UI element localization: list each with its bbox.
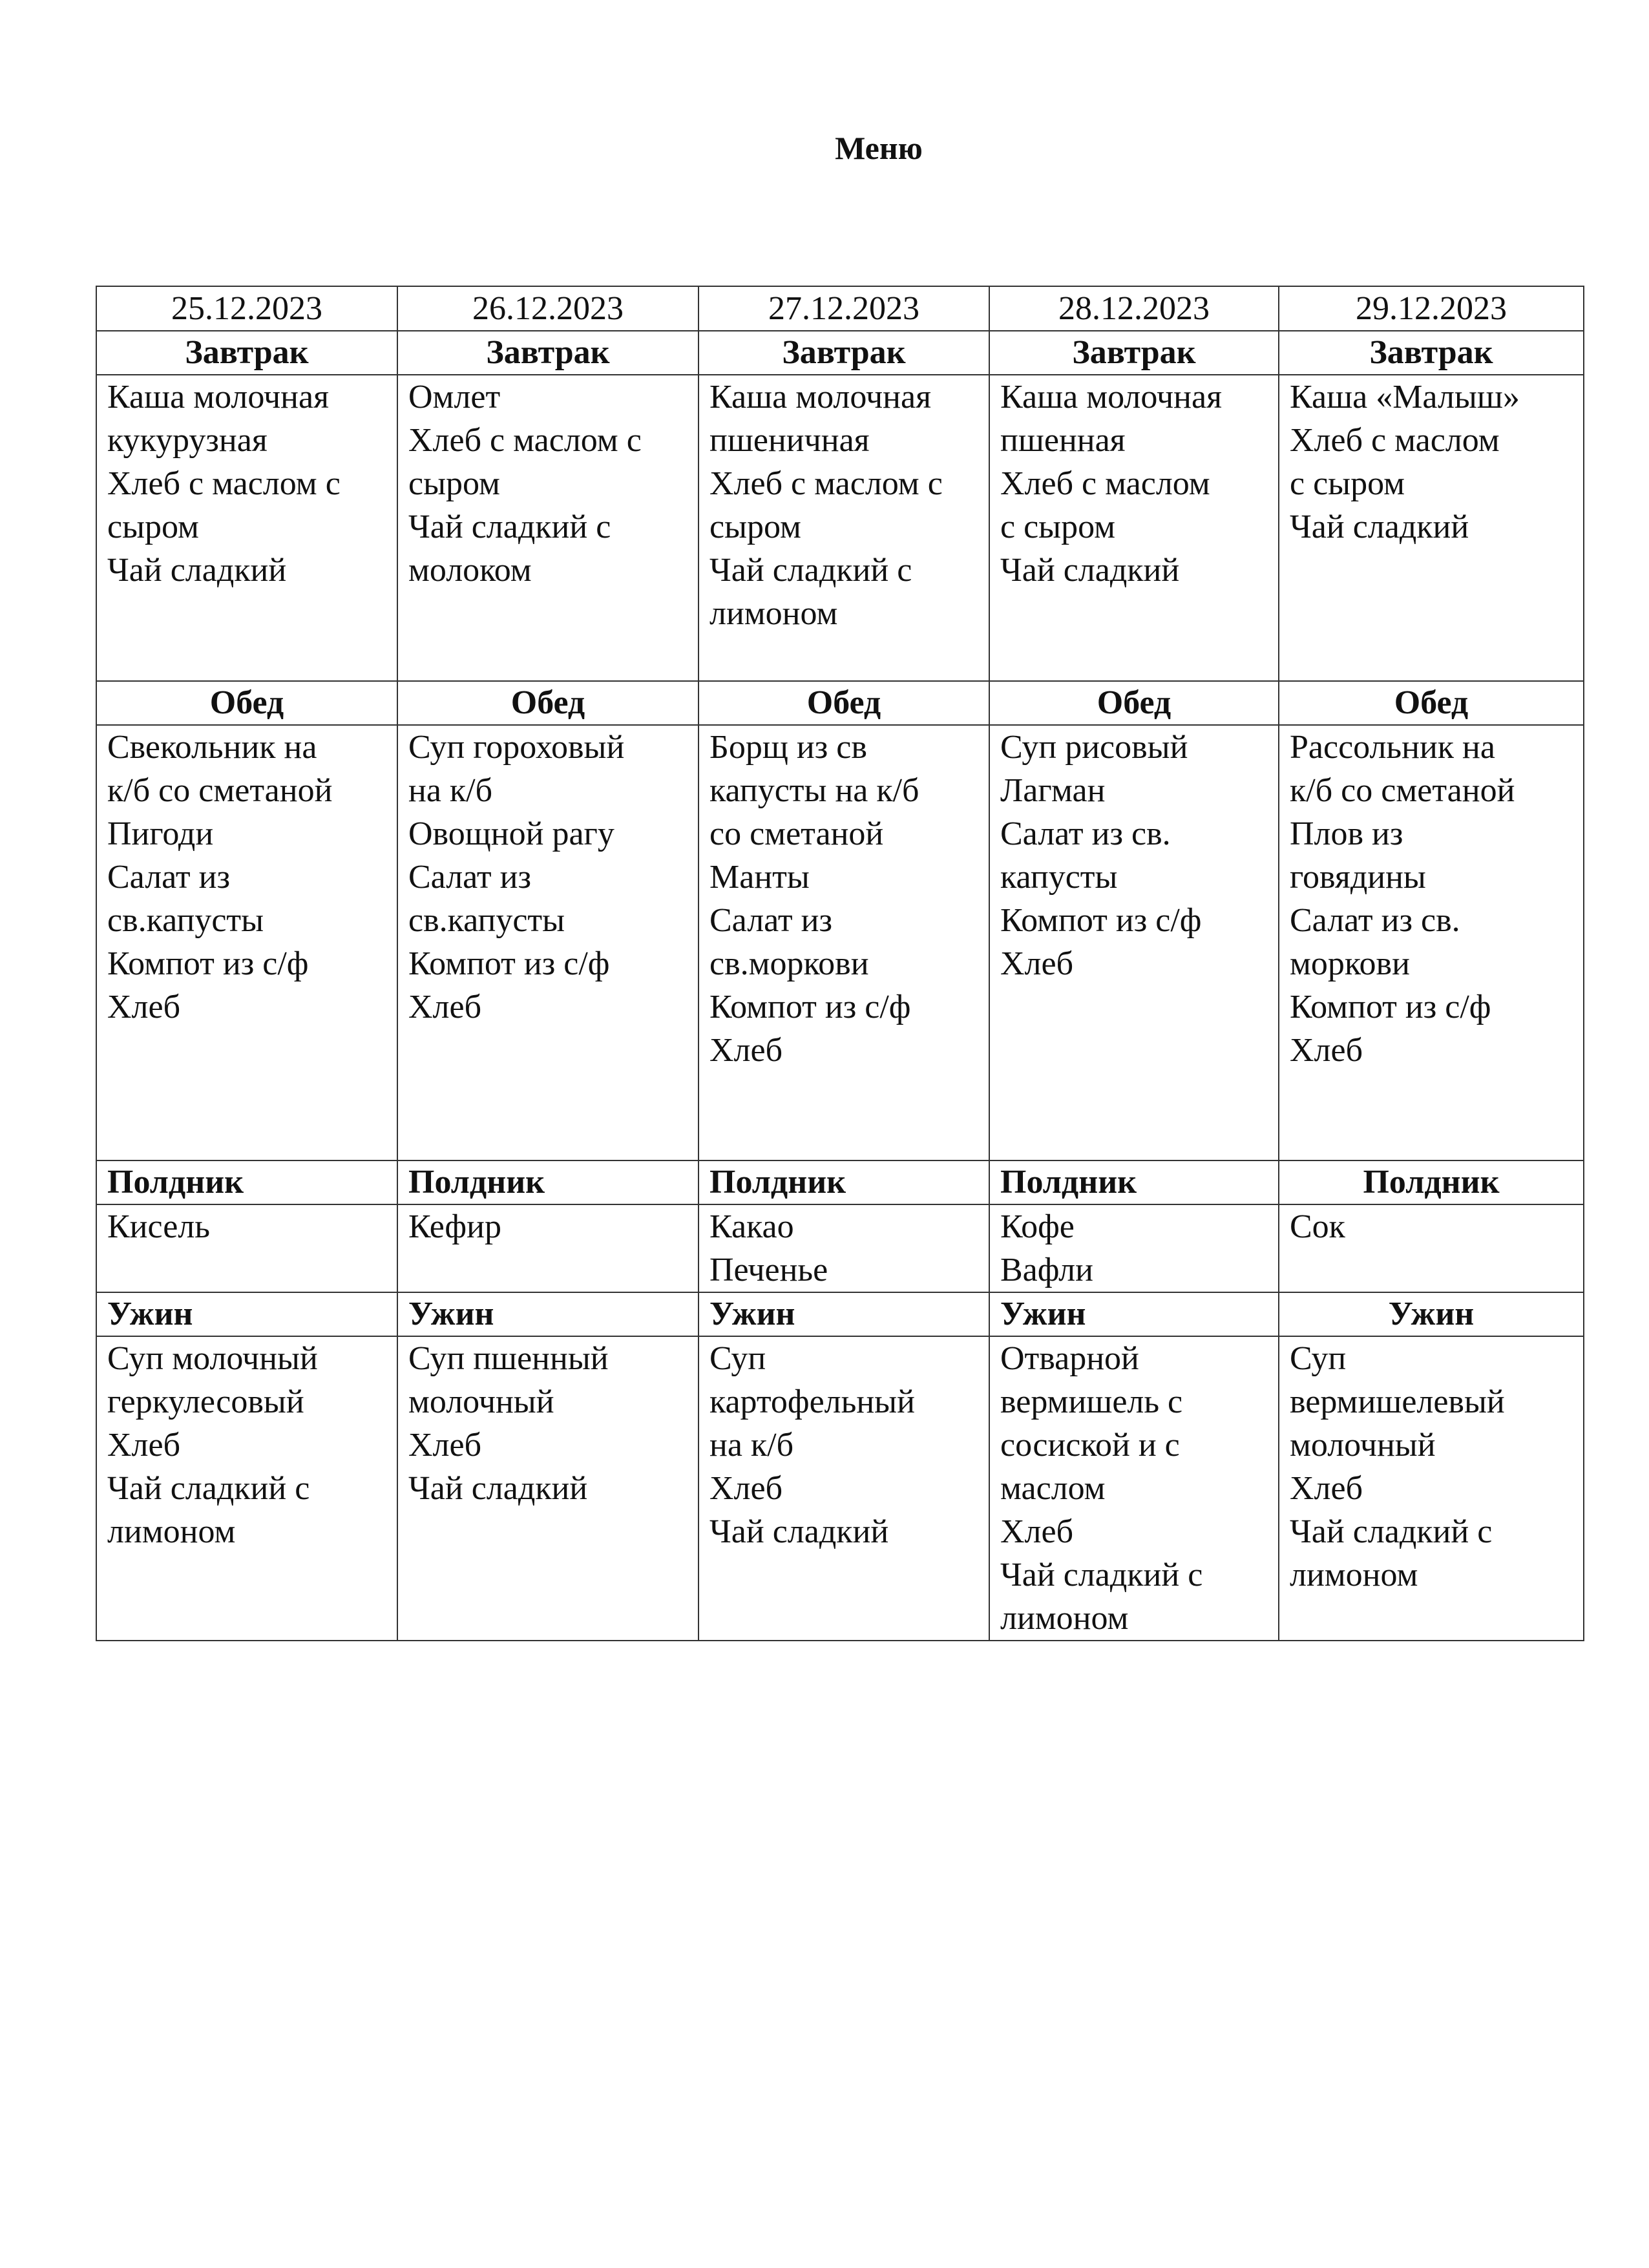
lunch-items-row xyxy=(96,725,1584,1160)
lunch-header-row xyxy=(96,681,1584,725)
menu-item-line: св.капусты xyxy=(408,902,565,939)
menu-item-line: Кисель xyxy=(107,1208,210,1245)
menu-cell xyxy=(96,1336,397,1641)
breakfast-items-row xyxy=(96,375,1584,681)
menu-item-line: сыром xyxy=(709,509,801,545)
menu-cell xyxy=(1279,1336,1584,1641)
menu-cell xyxy=(96,1204,397,1292)
menu-item-line: лимоном xyxy=(709,595,838,632)
meal-header: Завтрак xyxy=(989,331,1279,375)
page-title: Меню xyxy=(835,130,923,166)
menu-item-line: капусты на к/б xyxy=(709,772,919,809)
date-cell: 25.12.2023 xyxy=(96,286,397,331)
menu-cell xyxy=(397,375,698,681)
menu-item-line: Салат из св. xyxy=(1000,815,1171,852)
menu-item-line: Хлеб xyxy=(107,989,181,1025)
menu-item-line: Рассольник на xyxy=(1290,729,1495,766)
menu-item-line: пшеничная xyxy=(709,422,870,459)
menu-item-line: Кофе xyxy=(1000,1208,1075,1245)
menu-item-line: молоком xyxy=(408,552,532,589)
meal-header: Обед xyxy=(698,681,989,725)
date-cell: 26.12.2023 xyxy=(397,286,698,331)
menu-item-line: Компот из с/ф xyxy=(107,945,309,982)
menu-table xyxy=(96,286,1584,1641)
meal-header: Завтрак xyxy=(1279,331,1584,375)
menu-item-line: Плов из xyxy=(1290,815,1403,852)
meal-header: Полдник xyxy=(96,1160,397,1204)
meal-header: Обед xyxy=(96,681,397,725)
menu-item-line: Манты xyxy=(709,859,810,896)
menu-item-line: кукурузная xyxy=(107,422,268,459)
menu-cell xyxy=(989,375,1279,681)
menu-item-line: Компот из с/ф xyxy=(1290,989,1491,1025)
menu-item-line: Вафли xyxy=(1000,1252,1093,1288)
menu-item-line: Чай сладкий xyxy=(107,552,287,589)
menu-item-line: пшенная xyxy=(1000,422,1126,459)
snack-items-row xyxy=(96,1204,1584,1292)
menu-item-line: Чай сладкий с xyxy=(408,509,611,545)
meal-header: Полдник xyxy=(698,1160,989,1204)
menu-item-line: Чай сладкий xyxy=(1290,509,1469,545)
menu-item-line: молочный xyxy=(1290,1427,1436,1464)
menu-item-line: лимоном xyxy=(107,1513,236,1550)
menu-cell xyxy=(989,725,1279,1160)
menu-item-line: Хлеб xyxy=(709,1032,783,1069)
menu-item-line: Салат из xyxy=(408,859,531,896)
menu-item-line: Омлет xyxy=(408,379,501,415)
menu-item-line: Суп xyxy=(709,1340,766,1377)
menu-item-line: Хлеб xyxy=(709,1470,783,1507)
menu-item-line: Компот из с/ф xyxy=(408,945,610,982)
snack-header-row xyxy=(96,1160,1584,1204)
menu-cell xyxy=(698,1336,989,1641)
menu-item-line: Чай сладкий с xyxy=(1000,1557,1203,1593)
menu-item-line: Овощной рагу xyxy=(408,815,614,852)
menu-item-line: на к/б xyxy=(709,1427,794,1464)
menu-item-line: Чай сладкий xyxy=(709,1513,889,1550)
menu-cell xyxy=(698,725,989,1160)
date-cell: 28.12.2023 xyxy=(989,286,1279,331)
meal-header: Ужин xyxy=(397,1292,698,1336)
menu-item-line: Хлеб xyxy=(1000,1513,1074,1550)
menu-cell xyxy=(989,1204,1279,1292)
menu-item-line: маслом xyxy=(1000,1470,1106,1507)
dinner-items-row xyxy=(96,1336,1584,1641)
menu-item-line: лимоном xyxy=(1290,1557,1418,1593)
menu-item-line: Каша молочная xyxy=(709,379,932,415)
menu-item-line: Салат из xyxy=(107,859,230,896)
menu-item-line: Кефир xyxy=(408,1208,501,1245)
dates-row xyxy=(96,286,1584,331)
menu-item-line: Суп молочный xyxy=(107,1340,318,1377)
meal-header: Полдник xyxy=(1279,1160,1584,1204)
menu-item-line: Чай сладкий с xyxy=(709,552,912,589)
menu-cell xyxy=(397,1336,698,1641)
menu-item-line: Суп гороховый xyxy=(408,729,625,766)
menu-item-line: вермишелевый xyxy=(1290,1383,1505,1420)
menu-item-line: на к/б xyxy=(408,772,493,809)
menu-item-line: Каша «Малыш» xyxy=(1290,379,1520,415)
menu-item-line: лимоном xyxy=(1000,1600,1129,1637)
menu-item-line: Суп xyxy=(1290,1340,1347,1377)
menu-item-line: Отварной xyxy=(1000,1340,1139,1377)
menu-item-line: молочный xyxy=(408,1383,554,1420)
meal-header: Ужин xyxy=(698,1292,989,1336)
menu-item-line: Хлеб с маслом с xyxy=(709,465,943,502)
menu-item-line: Сок xyxy=(1290,1208,1345,1245)
meal-header: Полдник xyxy=(989,1160,1279,1204)
menu-item-line: Салат из св. xyxy=(1290,902,1460,939)
meal-header: Обед xyxy=(989,681,1279,725)
menu-item-line: говядины xyxy=(1290,859,1426,896)
menu-cell xyxy=(96,725,397,1160)
menu-item-line: Чай сладкий xyxy=(1000,552,1180,589)
menu-cell xyxy=(1279,725,1584,1160)
menu-item-line: Хлеб xyxy=(408,989,482,1025)
menu-item-line: Хлеб xyxy=(107,1427,181,1464)
menu-item-line: к/б со сметаной xyxy=(1290,772,1515,809)
menu-item-line: Борщ из св xyxy=(709,729,867,766)
menu-item-line: св.моркови xyxy=(709,945,869,982)
menu-item-line: Лагман xyxy=(1000,772,1106,809)
meal-header: Обед xyxy=(397,681,698,725)
menu-item-line: Салат из xyxy=(709,902,832,939)
menu-item-line: Печенье xyxy=(709,1252,828,1288)
menu-item-line: геркулесовый xyxy=(107,1383,304,1420)
menu-item-line: Пигоди xyxy=(107,815,214,852)
menu-item-line: Хлеб с маслом xyxy=(1000,465,1210,502)
menu-item-line: Хлеб xyxy=(408,1427,482,1464)
menu-cell xyxy=(397,1204,698,1292)
menu-item-line: Хлеб xyxy=(1290,1032,1363,1069)
meal-header: Завтрак xyxy=(698,331,989,375)
menu-item-line: Чай сладкий с xyxy=(107,1470,310,1507)
menu-cell xyxy=(989,1336,1279,1641)
menu-item-line: Свекольник на xyxy=(107,729,317,766)
menu-item-line: моркови xyxy=(1290,945,1410,982)
menu-item-line: со сметаной xyxy=(709,815,884,852)
menu-item-line: Хлеб xyxy=(1290,1470,1363,1507)
menu-item-line: картофельный xyxy=(709,1383,915,1420)
meal-header: Полдник xyxy=(397,1160,698,1204)
menu-item-line: капусты xyxy=(1000,859,1118,896)
menu-item-line: Компот из с/ф xyxy=(709,989,911,1025)
menu-item-line: с сыром xyxy=(1290,465,1405,502)
menu-item-line: Суп пшенный xyxy=(408,1340,609,1377)
menu-item-line: сосиской и с xyxy=(1000,1427,1180,1464)
menu-cell xyxy=(1279,1204,1584,1292)
meal-header: Ужин xyxy=(989,1292,1279,1336)
menu-item-line: с сыром xyxy=(1000,509,1116,545)
meal-header: Ужин xyxy=(1279,1292,1584,1336)
menu-item-line: Суп рисовый xyxy=(1000,729,1188,766)
menu-item-line: вермишель с xyxy=(1000,1383,1183,1420)
menu-item-line: Чай сладкий xyxy=(408,1470,588,1507)
menu-item-line: сыром xyxy=(107,509,199,545)
menu-item-line: Чай сладкий с xyxy=(1290,1513,1493,1550)
menu-item-line: св.капусты xyxy=(107,902,264,939)
menu-item-line: Какао xyxy=(709,1208,794,1245)
meal-header: Завтрак xyxy=(397,331,698,375)
meal-header: Обед xyxy=(1279,681,1584,725)
menu-item-line: сыром xyxy=(408,465,500,502)
menu-item-line: к/б со сметаной xyxy=(107,772,333,809)
menu-item-line: Хлеб с маслом с xyxy=(408,422,642,459)
menu-item-line: Хлеб с маслом xyxy=(1290,422,1500,459)
meal-header: Ужин xyxy=(96,1292,397,1336)
menu-item-line: Каша молочная xyxy=(1000,379,1223,415)
menu-item-line: Каша молочная xyxy=(107,379,330,415)
date-cell: 27.12.2023 xyxy=(698,286,989,331)
menu-item-line: Хлеб с маслом с xyxy=(107,465,341,502)
meal-header: Завтрак xyxy=(96,331,397,375)
menu-cell xyxy=(96,375,397,681)
menu-cell xyxy=(698,375,989,681)
menu-item-line: Компот из с/ф xyxy=(1000,902,1202,939)
date-cell: 29.12.2023 xyxy=(1279,286,1584,331)
breakfast-header-row xyxy=(96,331,1584,375)
menu-cell xyxy=(698,1204,989,1292)
menu-item-line: Хлеб xyxy=(1000,945,1074,982)
menu-cell xyxy=(397,725,698,1160)
dinner-header-row xyxy=(96,1292,1584,1336)
menu-cell xyxy=(1279,375,1584,681)
